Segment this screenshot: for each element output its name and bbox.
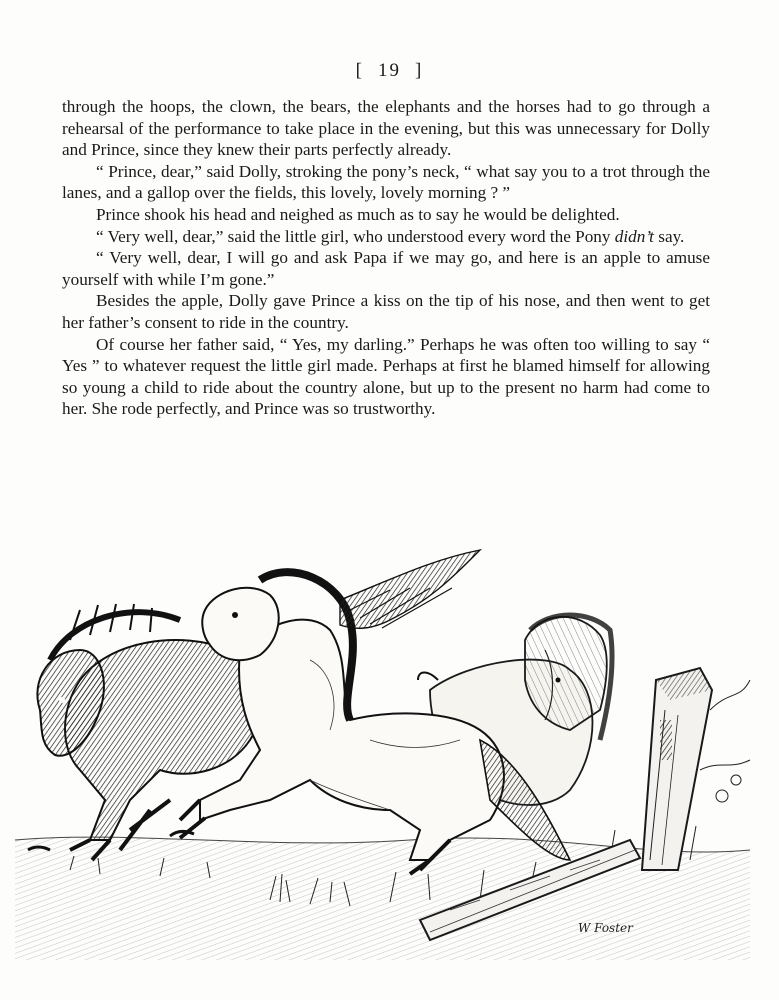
- paragraph-5: “ Very well, dear, I will go and ask Papa if we may go, and here is an apple to amuse yourself with while I’m gone.”: [62, 248, 710, 289]
- paragraph-6: Besides the apple, Dolly gave Prince a kiss on the tip of his nose, and then went to get her father’s consent to ride in the country.: [62, 291, 710, 332]
- paragraph-4-end: say.: [653, 226, 685, 246]
- page-number-bracket-left: [: [355, 60, 364, 81]
- paragraph-4-text: “ Very well, dear,” said the little girl, who understood every word the Pony: [96, 226, 615, 246]
- page-number: [0, 60, 779, 82]
- paragraph-7: Of course her father said, “ Yes, my darling.” Perhaps he was often too willing to say “ Yes ” to whatever request the little girl made. Perhaps at first he blamed himself for allowing so young a child to ride about the country alone, but up to the present no harm had come to her. She rode perfectly, and Prince was so trustworthy.: [62, 334, 710, 419]
- page-number-value: 19: [378, 60, 401, 81]
- artist-signature: W Foster: [578, 921, 633, 935]
- page-number-bracket-right: ]: [415, 60, 424, 81]
- ponies-illustration: [10, 540, 770, 960]
- paragraph-4: [62, 226, 710, 248]
- paragraph-1: through the hoops, the clown, the bears, the elephants and the horses had to go through a rehearsal of the performance to take place in the evening, but this was unnecessary for Dolly and Prince, since they knew their parts perfectly already.: [62, 97, 710, 160]
- paragraph-2: “ Prince, dear,” said Dolly, stroking the pony’s neck, “ what say you to a trot through the lanes, and a gallop over the fields, this lovely, lovely morning ? ”: [62, 161, 710, 203]
- paragraph-4-emphasis: didn’t: [614, 226, 654, 246]
- paragraph-3: Prince shook his head and neighed as much as to say he would be delighted.: [96, 204, 620, 224]
- body-text: [62, 96, 710, 420]
